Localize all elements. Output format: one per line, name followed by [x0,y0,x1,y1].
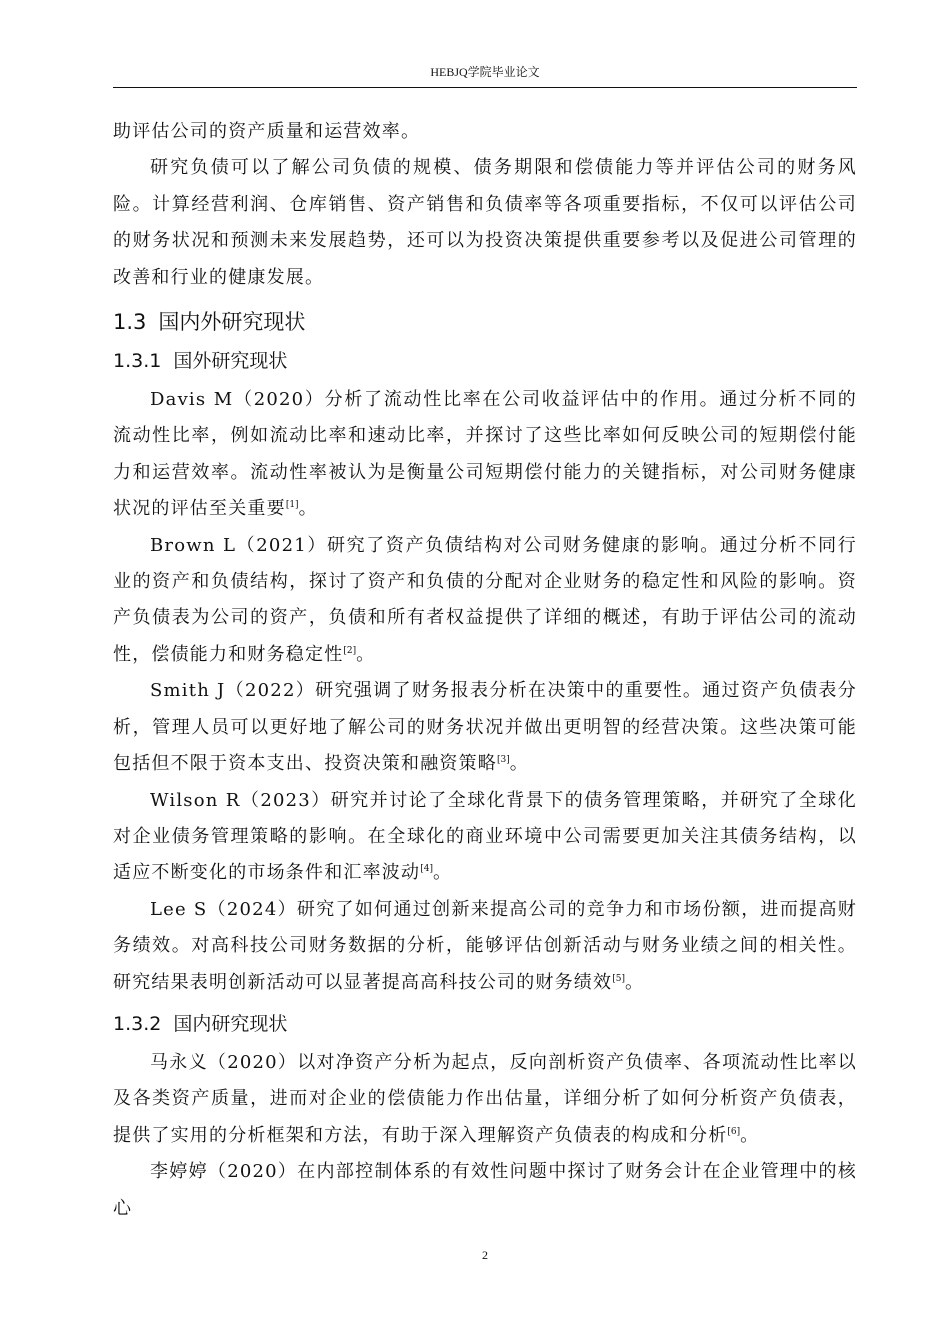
page-body [113,114,857,1227]
paragraph-end: 。 [740,1124,760,1146]
paragraph-continuation: 助评估公司的资产质量和运营效率。 [113,121,421,142]
section-heading-1-3-2 [113,1011,857,1037]
section-number: 1.3 [113,310,147,335]
running-header: HEBJQ学院毕业论文 [430,65,540,79]
section-title: 国外研究现状 [173,350,288,373]
section-heading-1-3 [113,308,857,336]
paragraph-lee [113,892,857,1001]
paragraph-text: Davis M（2020）分析了流动性比率在公司收益评估中的作用。通过分析不同的流动性比率，例如流动比率和速动比率，并探讨了这些比率如何反映公司的短期偿付能力和运营效率。流动性率被认为是衡量公司短期偿付能力的关键指标，对公司财务健康状况的评估至关重要 [113,389,857,520]
section-number: 1.3.1 [113,350,162,373]
paragraph-text: Lee S（2024）研究了如何通过创新来提高公司的竞争力和市场份额，进而提高财务绩效。对高科技公司财务数据的分析，能够评估创新活动与财务业绩之间的相关性。研究结果表明创新活动可以显著提高高科技公司的财务绩效 [113,898,857,993]
header-divider [113,87,857,88]
paragraph-end: 。 [432,862,453,884]
paragraph-text: Brown L（2021）研究了资产负债结构对公司财务健康的影响。通过分析不同行业的资产和负债结构，探讨了资产和负债的分配对企业财务的稳定性和风险的影响。资产负债表为公司的资产，负债和所有者权益提供了详细的概述，有助于评估公司的流动性，偿债能力和财务稳定性 [113,534,857,665]
paragraph-smith [113,673,857,782]
paragraph-ma [113,1045,857,1154]
paragraph-end: 。 [509,753,529,775]
paragraph: 研究负债可以了解公司负债的规模、债务期限和偿债能力等并评估公司的财务风险。计算经营利润、仓库销售、资产销售和负债率等各项重要指标，不仅可以评估公司的财务状况和预测未来发展趋势，还可以为投资决策提供重要参考以及促进公司管理的改善和行业的健康发展。 [113,157,857,288]
paragraph-end: 。 [624,971,645,993]
paragraph-end: 。 [356,643,376,665]
paragraph-text: Smith J（2022）研究强调了财务报表分析在决策中的重要性。通过资产负债表分析，管理人员可以更好地了解公司的财务状况并做出更明智的经营决策。这些决策可能包括但不限于资本支出、投资决策和融资策略 [113,680,857,775]
paragraph-text: 李婷婷（2020）在内部控制体系的有效性问题中探讨了财务会计在企业管理中的核心 [113,1161,857,1219]
citation: [6] [727,1126,741,1137]
paragraph-li [113,1154,857,1227]
paragraph-end: 。 [298,498,318,520]
paragraph-text: 马永义（2020）以对净资产分析为起点，反向剖析资产负债率、各项流动性比率以及各类资产质量，进而对企业的偿债能力作出估量，详细分析了如何分析资产负债表，提供了实用的分析框架和方法，有助于深入理解资产负债表的构成和分析 [113,1051,857,1146]
section-heading-1-3-1 [113,348,857,374]
paragraph-brown [113,528,857,674]
section-title: 国内外研究现状 [158,310,306,335]
citation: [2] [343,645,357,656]
citation: [3] [497,755,510,766]
citation: [4] [420,864,433,875]
citation: [5] [612,973,625,984]
page-number: 2 [482,1248,488,1262]
paragraph-wilson [113,783,857,892]
paragraph-davis [113,382,857,528]
paragraph-text: Wilson R（2023）研究并讨论了全球化背景下的债务管理策略，并研究了全球化对企业债务管理策略的影响。在全球化的商业环境中公司需要更加关注其债务结构，以适应不断变化的市场条件和汇率波动 [113,789,857,884]
section-number: 1.3.2 [113,1012,162,1035]
citation: [1] [285,500,299,511]
section-title: 国内研究现状 [173,1012,288,1035]
